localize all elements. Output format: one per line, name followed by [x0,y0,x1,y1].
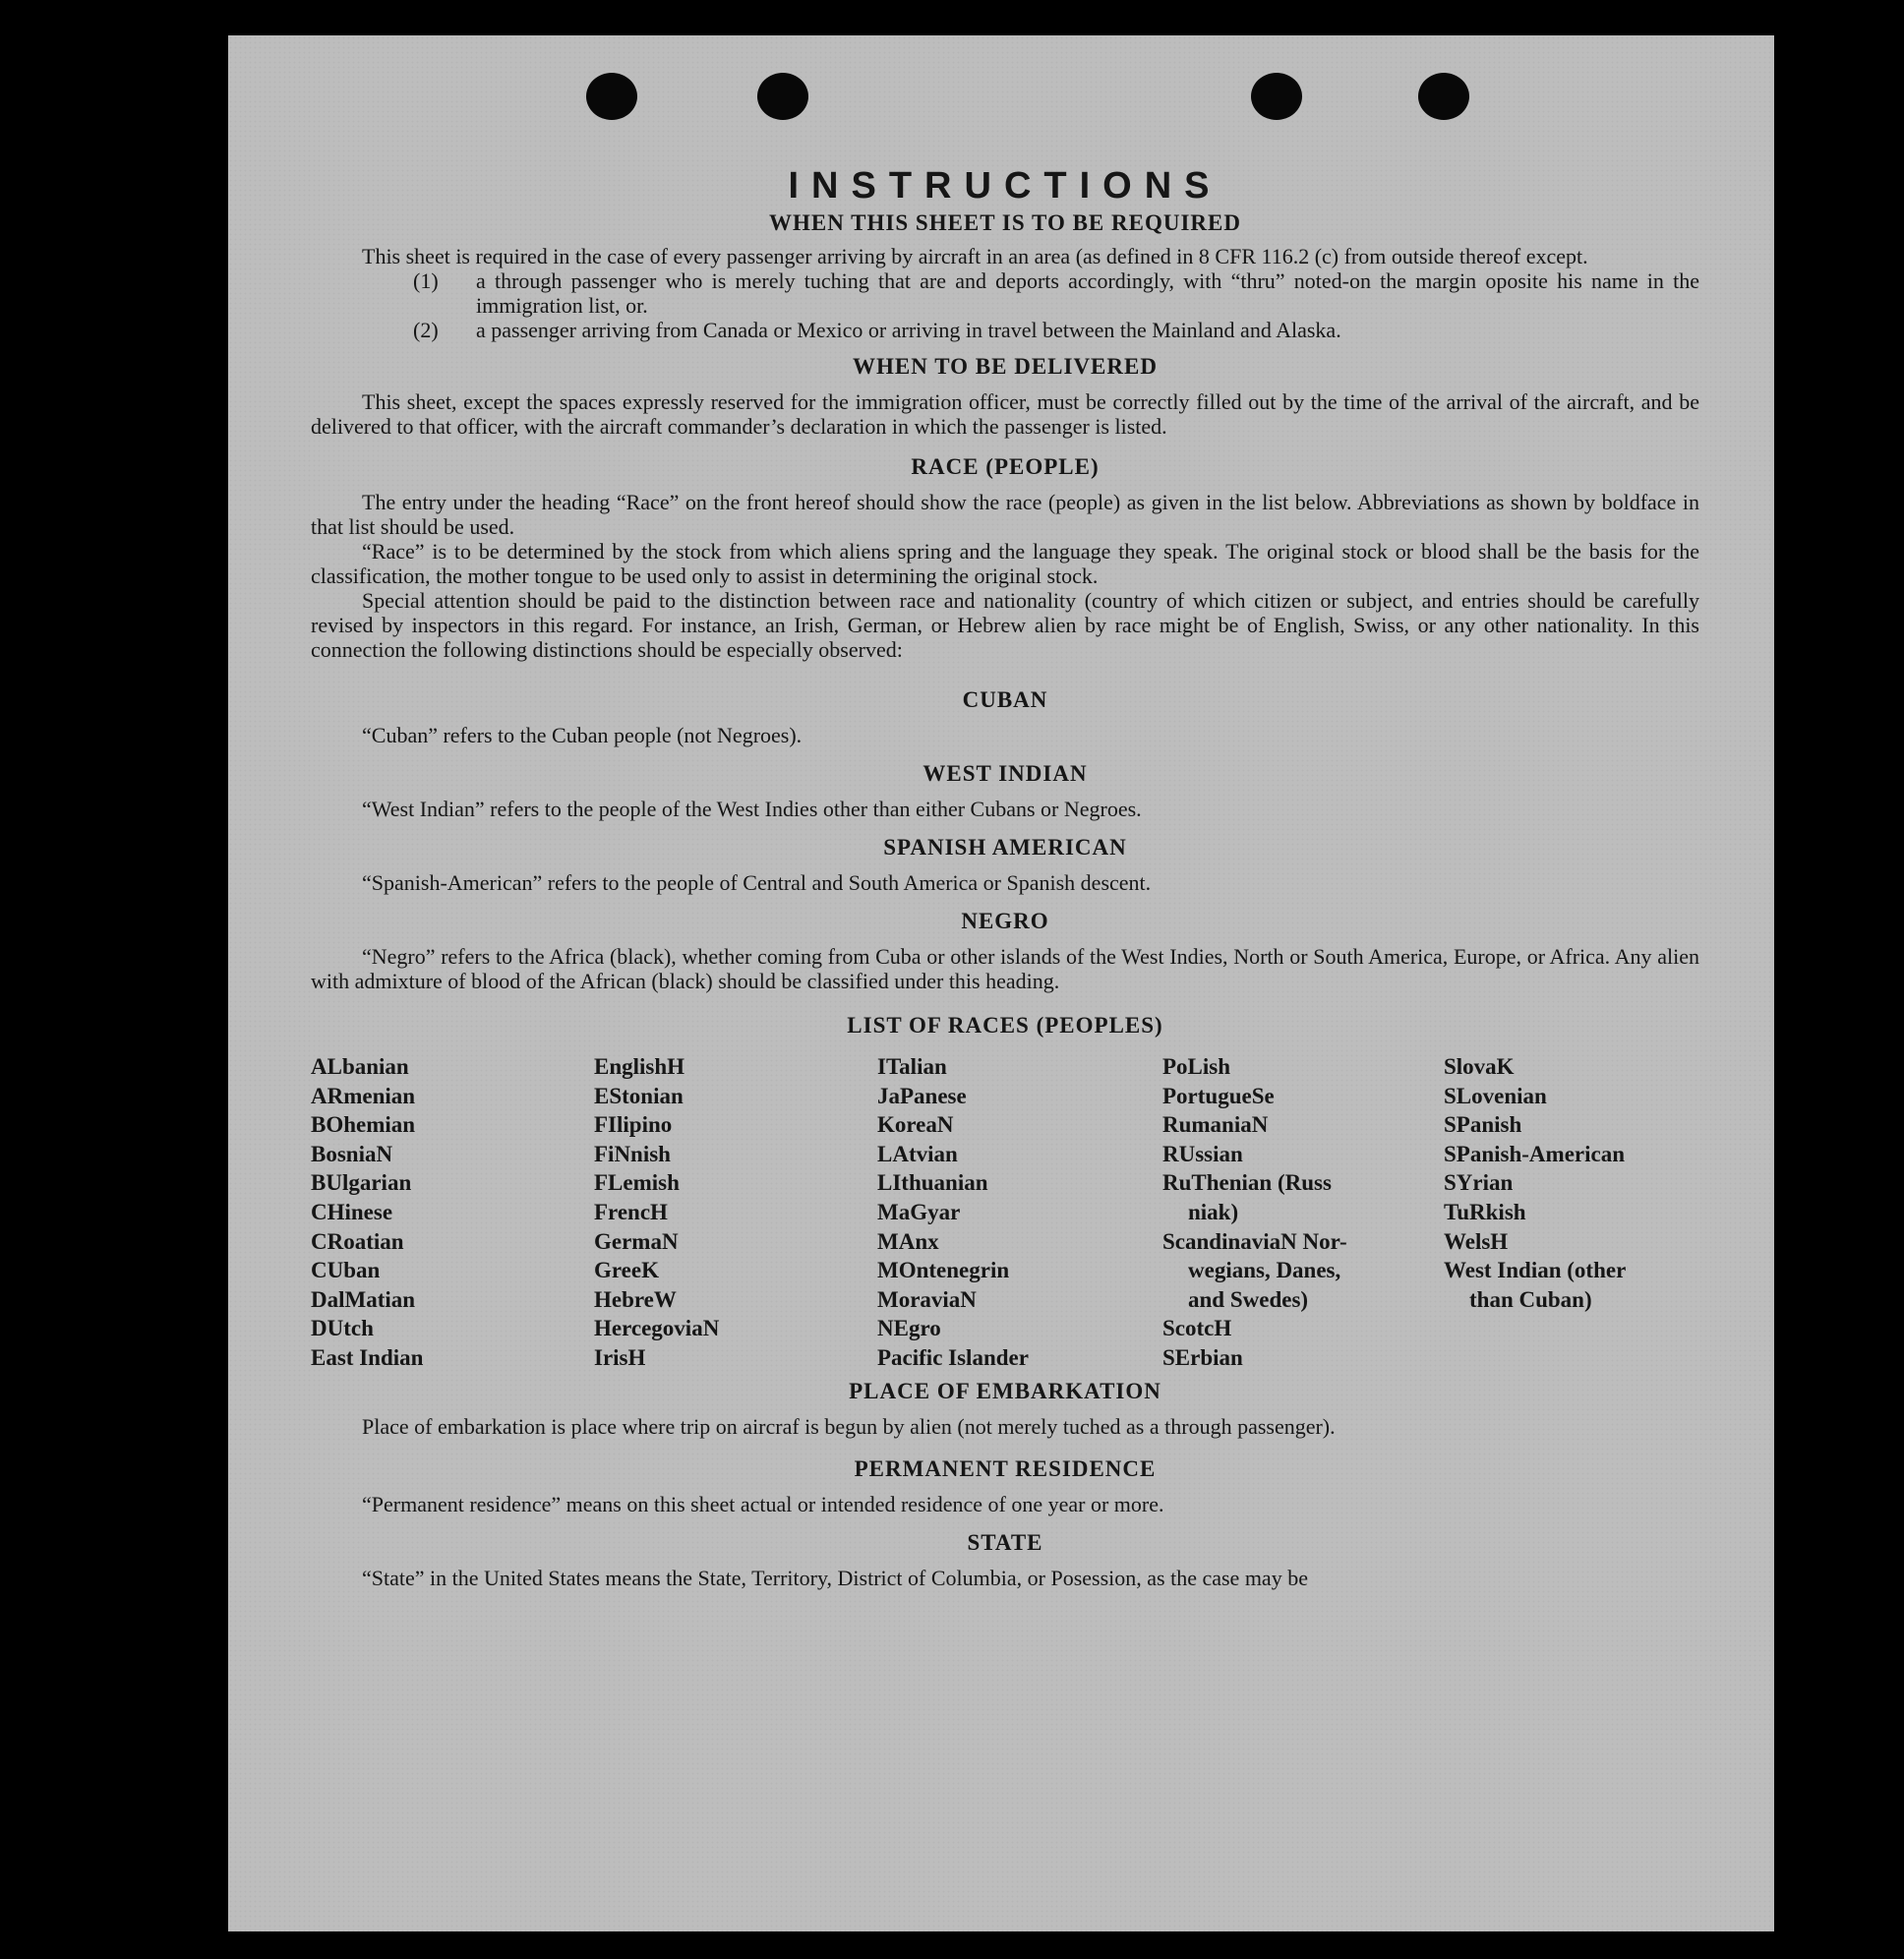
race-entry: SLovenian [1444,1083,1547,1108]
race-entry: DalMatian [311,1286,416,1312]
race-paragraph-3: Special attention should be paid to the distinction between race and nationality (country of which citizen or subject, and entries should be carefully revised by inspectors in this regard. For instance, an Irish, German, or Hebrew alien by race might be of English, Swiss, or any other nationality. In this connection the following distinctions should be especially observed: [311,588,1699,662]
list-item-number: (1) [413,268,439,293]
race-entry-continuation: than Cuban) [1469,1286,1592,1312]
race-entry: RuThenian (Russ [1162,1170,1332,1196]
when-required-heading: WHEN THIS SHEET IS TO BE REQUIRED [769,210,1241,235]
list-item-text: a passenger arriving from Canada or Mexico or arriving in travel between the Mainland and Alaska. [476,318,1341,342]
race-entry: East Indian [311,1344,424,1370]
race-entry: MOntenegrin [877,1258,1010,1283]
race-entry: FiNnish [594,1141,671,1166]
race-entry: FLemish [594,1170,680,1196]
spanish-american-text: “Spanish-American” refers to the people of Central and South America or Spanish descent. [362,870,1152,895]
race-entry: TuRkish [1444,1199,1526,1224]
race-entry-continuation: niak) [1188,1199,1239,1224]
embarkation-text: Place of embarkation is place where trip on aircraf is begun by alien (not merely tuched as a through passenger). [362,1413,1336,1439]
punch-hole [1251,73,1302,120]
race-entry: BOhemian [311,1112,416,1138]
race-entry: BosniaN [311,1141,393,1166]
race-paragraph-2: “Race” is to be determined by the stock from which aliens spring and the language they speak. The original stock or blood shall be the basis for the classification, the mother tongue to be used only to assist in determining the original stock. [311,539,1699,588]
list-of-races-heading: LIST OF RACES (PEOPLES) [847,1013,1163,1038]
when-delivered-heading: WHEN TO BE DELIVERED [853,354,1158,379]
state-text: “State” in the United States means the State, Territory, District of Columbia, or Posession, as the case may be [362,1565,1308,1590]
race-entry: LIthuanian [877,1170,988,1196]
race-entry: MAnx [877,1228,939,1254]
races-column [1162,1052,1444,1373]
when-delivered-text: This sheet, except the spaces expressly reserved for the immigration officer, must be correctly filled out by the time of the arrival of the aircraft, and be delivered to that officer, with the aircraft commander’s declaration in which the passenger is listed. [311,389,1699,439]
race-entry: DUtch [311,1316,374,1341]
race-entry: GermaN [594,1228,679,1254]
west-indian-text: “West Indian” refers to the people of the West Indies other than either Cubans or Negroes. [362,797,1142,821]
race-entry: FrencH [594,1199,668,1224]
race-entry: GreeK [594,1258,659,1283]
race-entry: BUlgarian [311,1170,412,1196]
race-entry: EStonian [594,1083,684,1108]
race-entry: SYrian [1444,1170,1514,1196]
race-entry: ScandinaviaN Nor- [1162,1228,1347,1254]
race-entry: JaPanese [877,1083,967,1108]
race-entry: MaGyar [877,1199,961,1224]
race-entry: CRoatian [311,1228,404,1254]
races-column [877,1052,1162,1373]
race-entry: EnglishH [594,1054,685,1079]
instructions-content [311,163,1699,1590]
west-indian-heading: WEST INDIAN [922,761,1088,786]
negro-heading: NEGRO [961,909,1049,933]
races-list [311,1052,1699,1373]
race-entry: ALbanian [311,1054,409,1079]
race-entry: RUssian [1162,1141,1243,1166]
race-entry-continuation: wegians, Danes, [1188,1258,1341,1283]
page-title: INSTRUCTIONS [788,165,1222,207]
race-entry: SErbian [1162,1344,1243,1370]
punch-hole [1418,73,1469,120]
race-entry: SlovaK [1444,1054,1515,1079]
race-entry: LAtvian [877,1141,958,1166]
punch-hole [586,73,637,120]
list-item-text: a through passenger who is merely tuching that are and deports accordingly, with “thru” noted-on the margin oposite his name in the immigration list, or. [476,268,1699,318]
race-entry: Pacific Islander [877,1344,1029,1370]
race-entry: ARmenian [311,1083,416,1108]
race-entry: West Indian (other [1444,1258,1627,1283]
race-entry: CUban [311,1258,381,1283]
punch-hole [757,73,808,120]
list-item [413,318,1699,342]
race-entry: HercegoviaN [594,1316,720,1341]
race-entry: IrisH [594,1344,646,1370]
spanish-american-heading: SPANISH AMERICAN [883,835,1127,860]
race-entry: HebreW [594,1286,677,1312]
race-entry: KoreaN [877,1112,954,1138]
race-entry: ScotcH [1162,1316,1232,1341]
race-entry: MoraviaN [877,1286,977,1312]
race-entry: CHinese [311,1199,393,1224]
race-entry: WelsH [1444,1228,1509,1254]
races-column [1444,1052,1690,1373]
negro-text: “Negro” refers to the Africa (black), whether coming from Cuba or other islands of the West Indies, North or South America, Europe, or Africa. Any alien with admixture of blood of the African (black) should be classified under this heading. [311,944,1699,993]
race-entry: SPanish [1444,1112,1522,1138]
races-column [594,1052,877,1373]
race-entry: PoLish [1162,1054,1231,1079]
races-column [311,1052,594,1373]
when-required-intro: This sheet is required in the case of every passenger arriving by aircraft in an area (as defined in 8 CFR 116.2 (c) from outside thereof except. [362,244,1588,268]
cuban-text: “Cuban” refers to the Cuban people (not Negroes). [362,723,803,747]
cuban-heading: CUBAN [962,687,1048,712]
race-entry: PortugueSe [1162,1083,1275,1108]
race-entry-continuation: and Swedes) [1188,1286,1309,1312]
residence-heading: PERMANENT RESIDENCE [854,1455,1157,1481]
state-heading: STATE [967,1529,1043,1555]
race-heading: RACE (PEOPLE) [911,454,1100,479]
list-item [413,268,1699,318]
document-sheet [228,35,1774,1931]
list-item-number: (2) [413,318,439,342]
race-entry: SPanish-American [1444,1141,1625,1166]
race-entry: FIlipino [594,1112,673,1138]
race-entry: RumaniaN [1162,1112,1269,1138]
race-entry: ITalian [877,1054,947,1079]
embarkation-heading: PLACE OF EMBARKATION [849,1378,1161,1403]
race-entry: NEgro [877,1316,941,1341]
race-paragraph-1: The entry under the heading “Race” on the front hereof should show the race (people) as given in the list below. Abbreviations as shown by boldface in that list should be used. [311,490,1699,539]
residence-text: “Permanent residence” means on this sheet actual or intended residence of one year or more. [362,1491,1164,1516]
